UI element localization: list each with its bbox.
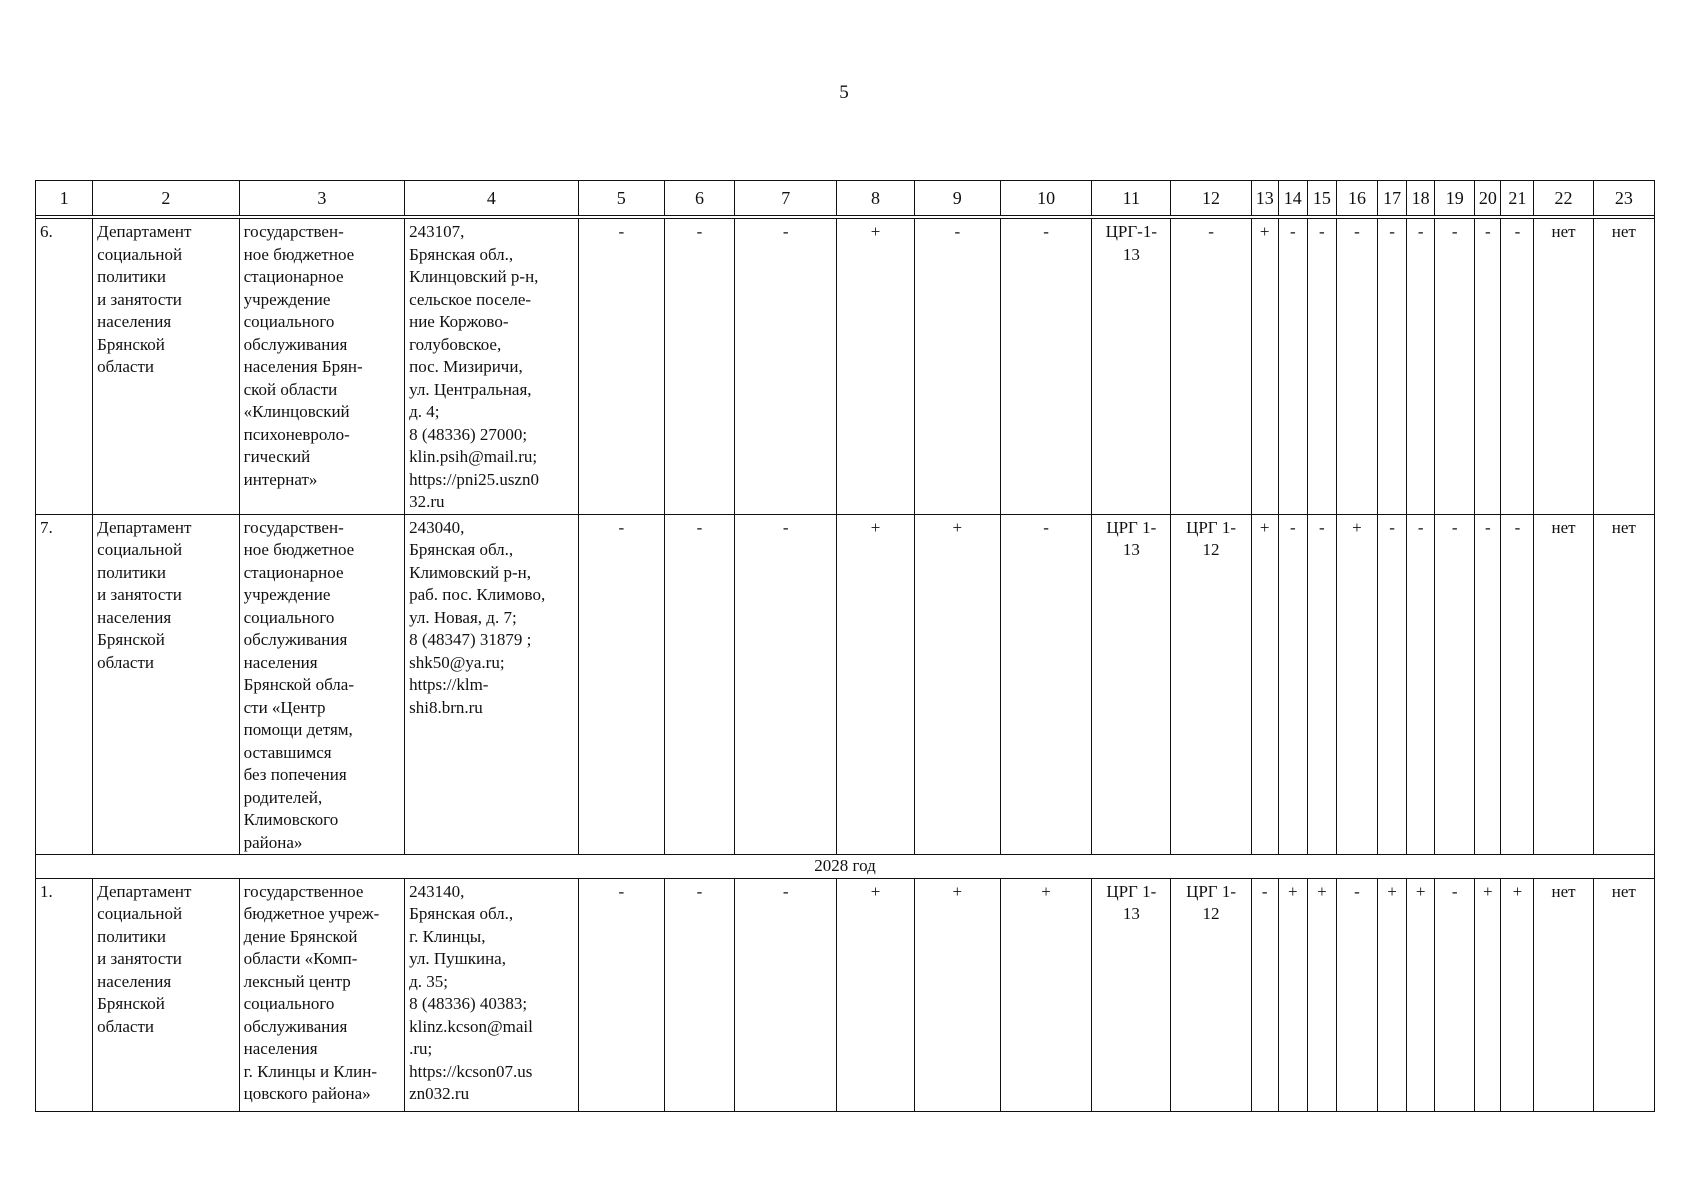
column-header: 7 bbox=[735, 181, 837, 216]
header-row bbox=[36, 181, 1655, 216]
column-header: 10 bbox=[1000, 181, 1091, 216]
column-header: 19 bbox=[1435, 181, 1475, 216]
value-cell-11: ЦРГ 1- 13 bbox=[1092, 514, 1171, 855]
value-cell-7: - bbox=[735, 878, 837, 1111]
value-cell-17: - bbox=[1378, 514, 1407, 855]
department-cell: Департамент социальной политики и занятости населения Брянской области bbox=[93, 219, 239, 515]
value-cell-10: - bbox=[1000, 219, 1091, 515]
table-row bbox=[36, 219, 1655, 515]
organization-cell: государствен- ное бюджетное стационарное учреждение социального обслуживания населения Брянской обла- сти «Центр помощи детям, оставшимся без попечения родителей, Климовского района» bbox=[239, 514, 405, 855]
column-header: 5 bbox=[578, 181, 664, 216]
value-cell-12: ЦРГ 1- 12 bbox=[1171, 514, 1251, 855]
value-cell-21: + bbox=[1501, 878, 1534, 1111]
column-header: 8 bbox=[837, 181, 914, 216]
value-cell-15: - bbox=[1307, 514, 1336, 855]
value-cell-16: - bbox=[1336, 878, 1377, 1111]
row-number: 6. bbox=[36, 219, 93, 515]
column-header: 21 bbox=[1501, 181, 1534, 216]
table-row bbox=[36, 878, 1655, 1111]
column-header: 12 bbox=[1171, 181, 1251, 216]
value-cell-16: + bbox=[1336, 514, 1377, 855]
column-header: 15 bbox=[1307, 181, 1336, 216]
year-row bbox=[36, 855, 1655, 879]
value-cell-17: - bbox=[1378, 219, 1407, 515]
year-label: 2028 год bbox=[36, 855, 1655, 879]
value-cell-9: + bbox=[914, 878, 1000, 1111]
organization-cell: государствен- ное бюджетное стационарное учреждение социального обслуживания населения Брян- ской области «Клинцовский психоневроло- гический интернат» bbox=[239, 219, 405, 515]
value-cell-6: - bbox=[664, 219, 734, 515]
value-cell-19: - bbox=[1435, 219, 1475, 515]
column-header: 17 bbox=[1378, 181, 1407, 216]
column-header: 9 bbox=[914, 181, 1000, 216]
column-header: 4 bbox=[405, 181, 579, 216]
value-cell-17: + bbox=[1378, 878, 1407, 1111]
value-cell-6: - bbox=[664, 878, 734, 1111]
value-cell-18: - bbox=[1407, 514, 1435, 855]
value-cell-13: - bbox=[1251, 878, 1278, 1111]
value-cell-10: + bbox=[1000, 878, 1091, 1111]
value-cell-11: ЦРГ 1- 13 bbox=[1092, 878, 1171, 1111]
data-table bbox=[35, 180, 1655, 1112]
value-cell-18: - bbox=[1407, 219, 1435, 515]
column-header: 18 bbox=[1407, 181, 1435, 216]
value-cell-13: + bbox=[1251, 514, 1278, 855]
value-cell-19: - bbox=[1435, 878, 1475, 1111]
column-header: 20 bbox=[1475, 181, 1501, 216]
value-cell-5: - bbox=[578, 219, 664, 515]
value-cell-18: + bbox=[1407, 878, 1435, 1111]
value-cell-7: - bbox=[735, 514, 837, 855]
value-cell-23: нет bbox=[1593, 219, 1654, 515]
value-cell-9: - bbox=[914, 219, 1000, 515]
address-cell: 243140, Брянская обл., г. Клинцы, ул. Пушкина, д. 35; 8 (48336) 40383; klinz.kcson@mail .ru; https://kcson07.us zn032.ru bbox=[405, 878, 579, 1111]
table-body bbox=[36, 181, 1655, 1112]
value-cell-23: нет bbox=[1593, 514, 1654, 855]
column-header: 23 bbox=[1593, 181, 1654, 216]
value-cell-13: + bbox=[1251, 219, 1278, 515]
row-number: 1. bbox=[36, 878, 93, 1111]
column-header: 11 bbox=[1092, 181, 1171, 216]
address-cell: 243040, Брянская обл., Климовский р-н, раб. пос. Климово, ул. Новая, д. 7; 8 (48347) 31879 ; shk50@ya.ru; https://klm- shi8.brn.ru bbox=[405, 514, 579, 855]
value-cell-8: + bbox=[837, 878, 914, 1111]
page-number: 5 bbox=[839, 82, 849, 103]
address-cell: 243107, Брянская обл., Клинцовский р-н, сельское поселе- ние Коржово- голубовское, пос. Мизиричи, ул. Центральная, д. 4; 8 (48336) 27000; klin.psih@mail.ru; https://pni25.uszn0 32.ru bbox=[405, 219, 579, 515]
value-cell-10: - bbox=[1000, 514, 1091, 855]
column-header: 6 bbox=[664, 181, 734, 216]
organization-cell: государственное бюджетное учреж- дение Брянской области «Комп- лексный центр социального обслуживания населения г. Клинцы и Клин- цовского района» bbox=[239, 878, 405, 1111]
column-header: 22 bbox=[1534, 181, 1593, 216]
value-cell-20: - bbox=[1475, 514, 1501, 855]
department-cell: Департамент социальной политики и занятости населения Брянской области bbox=[93, 514, 239, 855]
column-header: 13 bbox=[1251, 181, 1278, 216]
value-cell-8: + bbox=[837, 514, 914, 855]
value-cell-7: - bbox=[735, 219, 837, 515]
value-cell-22: нет bbox=[1534, 878, 1593, 1111]
value-cell-23: нет bbox=[1593, 878, 1654, 1111]
value-cell-21: - bbox=[1501, 514, 1534, 855]
column-header: 2 bbox=[93, 181, 239, 216]
value-cell-12: - bbox=[1171, 219, 1251, 515]
value-cell-9: + bbox=[914, 514, 1000, 855]
value-cell-12: ЦРГ 1- 12 bbox=[1171, 878, 1251, 1111]
column-header: 14 bbox=[1278, 181, 1307, 216]
value-cell-15: + bbox=[1307, 878, 1336, 1111]
value-cell-20: + bbox=[1475, 878, 1501, 1111]
value-cell-22: нет bbox=[1534, 514, 1593, 855]
value-cell-19: - bbox=[1435, 514, 1475, 855]
value-cell-14: + bbox=[1278, 878, 1307, 1111]
table-row bbox=[36, 514, 1655, 855]
column-header: 1 bbox=[36, 181, 93, 216]
value-cell-5: - bbox=[578, 514, 664, 855]
value-cell-11: ЦРГ-1- 13 bbox=[1092, 219, 1171, 515]
value-cell-15: - bbox=[1307, 219, 1336, 515]
value-cell-8: + bbox=[837, 219, 914, 515]
row-number: 7. bbox=[36, 514, 93, 855]
department-cell: Департамент социальной политики и занятости населения Брянской области bbox=[93, 878, 239, 1111]
value-cell-21: - bbox=[1501, 219, 1534, 515]
value-cell-14: - bbox=[1278, 514, 1307, 855]
value-cell-16: - bbox=[1336, 219, 1377, 515]
value-cell-6: - bbox=[664, 514, 734, 855]
value-cell-5: - bbox=[578, 878, 664, 1111]
value-cell-20: - bbox=[1475, 219, 1501, 515]
column-header: 3 bbox=[239, 181, 405, 216]
value-cell-22: нет bbox=[1534, 219, 1593, 515]
value-cell-14: - bbox=[1278, 219, 1307, 515]
column-header: 16 bbox=[1336, 181, 1377, 216]
